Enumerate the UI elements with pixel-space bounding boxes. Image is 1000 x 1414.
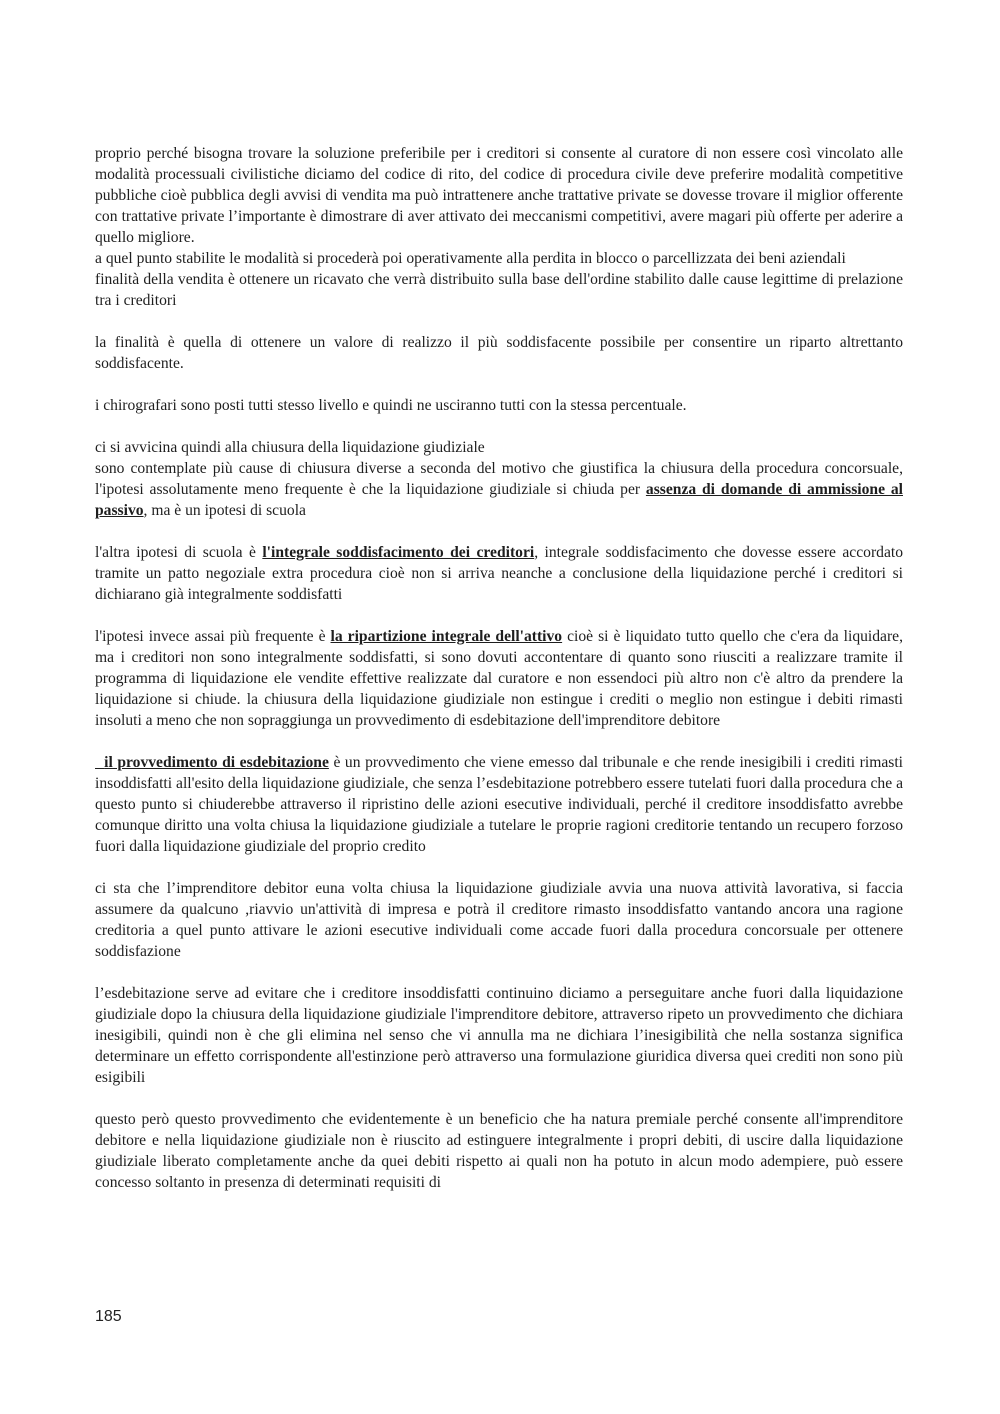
paragraph: la finalità è quella di ottenere un valore di realizzo il più soddisfacente possibile per consentire un riparto altrettanto soddisfacente.: [95, 334, 903, 372]
text-run: cioè si è liquidato tutto quello che c'era da liquidare, ma i creditori non sono integralmente soddisfatti, si sono dovuti accontentare di quanto sono riusciti a realizzare tramite il programma di liquidazione ele vendite effettive realizzate dal curatore e non essendoci più altro non c'è altro da prendere la liquidazione si chiude. la chiusura della liquidazione giudiziale non estingue i crediti o meglio non estingue i debiti rimasti insoluti a meno che non sopraggiunga un provvedimento di esdebitazione dell'imprenditore debitore: [95, 628, 903, 729]
paragraph: finalità della vendita è ottenere un ricavato che verrà distribuito sulla base dell'ordine stabilito dalle cause legittime di prelazione tra i creditori: [95, 271, 903, 309]
emphasis-underlined: il provvedimento di esdebitazione: [95, 754, 329, 771]
paragraph: [95, 752, 907, 857]
document-body: [95, 143, 907, 1193]
text-run: l'ipotesi invece assai più frequente è: [95, 628, 331, 645]
text-run: è un provvedimento che viene emesso dal tribunale e che rende inesigibili i crediti rimasti insoddisfatti all'esito della liquidazione giudiziale, che senza l’esdebitazione potrebbero essere tutelati fuori dalla procedura che a questo punto si chiuderebbe attraverso il ripristino delle azioni esecutive individuali, perché il creditore insoddisfatto avrebbe comunque diritto una volta chiusa la liquidazione giudiziale a tutelare le proprie ragioni creditorie tentando un recupero forzoso fuori dalla liquidazione giudiziale del proprio credito: [95, 754, 907, 855]
emphasis-underlined: assenza di domande di ammissione al passivo: [95, 481, 903, 519]
paragraph: a quel punto stabilite le modalità si procederà poi operativamente alla perdita in blocco o parcellizzata dei beni aziendali: [95, 250, 846, 267]
paragraph: [95, 542, 903, 605]
paragraph: [95, 458, 903, 521]
paragraph: questo però questo provvedimento che evidentemente è un beneficio che ha natura premiale perché consente all'imprenditore debitore e nella liquidazione giudiziale non è riuscito ad estinguere integralmente i propri debiti, di uscire dalla liquidazione giudiziale liberato completamente anche da quei debiti rispetto ai quali non ha potuto in alcun modo adempiere, può essere concesso soltanto in presenza di determinati requisiti di: [95, 1111, 903, 1191]
text-run: , ma è un ipotesi di scuola: [143, 502, 306, 519]
paragraph: proprio perché bisogna trovare la soluzione preferibile per i creditori si consente al curatore di non essere così vincolato alle modalità processuali civilistiche diciamo del codice di rito, del codice di procedura civile deve preferire modalità competitive pubbliche cioè pubblica degli avvisi di vendita ma può intrattenere anche trattative private se dovesse trovare il miglior offerente con trattative private l’importante è dimostrare di aver attivato dei meccanismi competitivi, avere magari più offerte per aderire a quello migliore.: [95, 145, 903, 246]
paragraph: [95, 626, 903, 731]
text-run: , integrale soddisfacimento che dovesse essere accordato tramite un patto negoziale extra procedura cioè non si arriva neanche a conclusione della liquidazione perché i creditori si dichiarano già integralmente soddisfatti: [95, 544, 903, 603]
emphasis-underlined: la ripartizione integrale dell'attivo: [330, 628, 563, 645]
text-run: sono contemplate più cause di chiusura diverse a seconda del motivo che giustifica la chiusura della procedura concorsuale, l'ipotesi assolutamente meno frequente è che la liquidazione giudiziale si chiuda per: [95, 460, 903, 498]
paragraph: l’esdebitazione serve ad evitare che i creditore insoddisfatti continuino diciamo a perseguitare anche fuori dalla liquidazione giudiziale dopo la chiusura della liquidazione giudiziale l'imprenditore debitore, attraverso ripeto un provvedimento che dichiara inesigibili, quindi non è che gli elimina nel senso che vi annulla ma ne dichiara l’inesigibilità che nella sostanza significa determinare un effetto corrispondente all'estinzione però attraverso una formulazione giuridica diversa quei crediti non sono più esigibili: [95, 985, 903, 1086]
paragraph: ci si avvicina quindi alla chiusura della liquidazione giudiziale: [95, 439, 485, 456]
paragraph: i chirografari sono posti tutti stesso livello e quindi ne usciranno tutti con la stessa percentuale.: [95, 397, 687, 414]
page-number: 185: [95, 1308, 122, 1325]
paragraph: ci sta che l’imprenditore debitor euna volta chiusa la liquidazione giudiziale avvia una nuova attività lavorativa, si faccia assumere da qualcuno ,riavvio un'attività di impresa e potrà il creditore rimasto insoddisfatto vantando ancora una ragione creditoria a quel punto attivare le azioni esecutive individuali come accade fuori dalla procedura concorsuale per ottenere soddisfazione: [95, 880, 903, 960]
text-run: l'altra ipotesi di scuola è: [95, 544, 263, 561]
emphasis-underlined: l'integrale soddisfacimento dei creditori: [262, 544, 535, 561]
